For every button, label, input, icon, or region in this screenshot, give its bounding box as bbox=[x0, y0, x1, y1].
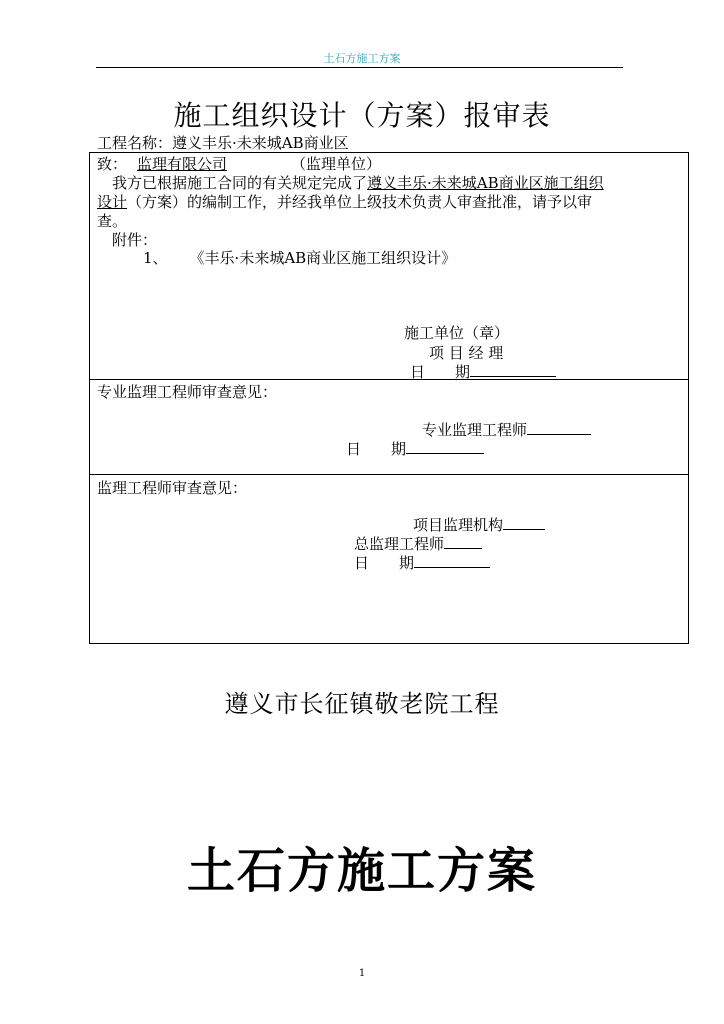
body-line-1 bbox=[112, 172, 604, 193]
attachment-title: 《丰乐·未来城AB商业区施工组织设计》 bbox=[189, 249, 457, 267]
body-text-cont: （方案）的编制工作，并经我单位上级技术负责人审查批准，请予以审 bbox=[127, 193, 593, 211]
to-prefix: 致： bbox=[97, 155, 128, 173]
attachment-number: 1、 bbox=[143, 249, 168, 267]
signature-blank bbox=[527, 420, 591, 435]
supervision-company: 监理有限公司 bbox=[137, 155, 228, 173]
contractor-date-row bbox=[410, 361, 556, 382]
form-title: 施工组织设计（方案）报审表 bbox=[173, 99, 551, 132]
addressee-row bbox=[97, 153, 381, 174]
date-label: 日 期 bbox=[346, 440, 407, 458]
chief-review-heading: 监理工程师审查意见： bbox=[97, 479, 248, 497]
supervision-agency-label: 项目监理机构 bbox=[413, 516, 504, 534]
project-manager-label: 项 目 经 理 bbox=[429, 344, 504, 362]
chief-engineer-label: 总监理工程师 bbox=[354, 535, 445, 553]
date-blank bbox=[470, 362, 556, 377]
specialist-engineer-label: 专业监理工程师 bbox=[422, 421, 528, 439]
specialist-review-heading: 专业监理工程师审查意见： bbox=[97, 383, 278, 401]
body-line-2 bbox=[97, 191, 592, 212]
page-number: 1 bbox=[358, 968, 366, 979]
project-reference-cont: 设计 bbox=[97, 193, 128, 211]
cover-subtitle: 遵义市长征镇敬老院工程 bbox=[224, 690, 500, 718]
project-name: 遵义丰乐·未来城AB商业区 bbox=[172, 134, 349, 152]
body-text: 我方已根据施工合同的有关规定完成了 bbox=[112, 174, 368, 192]
header-rule bbox=[96, 67, 623, 68]
date-blank bbox=[406, 439, 484, 454]
body-line-3: 查。 bbox=[97, 212, 128, 230]
signature-blank bbox=[444, 534, 482, 549]
supervision-unit-label: （监理单位） bbox=[291, 155, 382, 173]
project-label: 工程名称： bbox=[97, 134, 173, 152]
project-reference: 遵义丰乐·未来城AB商业区施工组织 bbox=[367, 174, 604, 192]
project-name-row bbox=[97, 132, 349, 153]
running-header: 土石方施工方案 bbox=[323, 52, 401, 65]
specialist-date-row bbox=[346, 438, 484, 459]
chief-engineer-row bbox=[354, 533, 482, 554]
specialist-engineer-row bbox=[422, 419, 591, 440]
date-label: 日 期 bbox=[410, 363, 471, 381]
date-label: 日 期 bbox=[354, 554, 415, 572]
cover-title: 土石方施工方案 bbox=[186, 843, 537, 899]
contractor-seal-label: 施工单位（章） bbox=[404, 324, 510, 342]
date-blank bbox=[414, 553, 490, 568]
section-divider-1 bbox=[89, 379, 689, 380]
section-divider-2 bbox=[89, 474, 689, 475]
supervision-agency-row bbox=[413, 514, 545, 535]
attachment-item bbox=[143, 247, 456, 268]
chief-date-row bbox=[354, 552, 490, 573]
attachment-label: 附件： bbox=[112, 231, 158, 249]
signature-blank bbox=[503, 515, 545, 530]
